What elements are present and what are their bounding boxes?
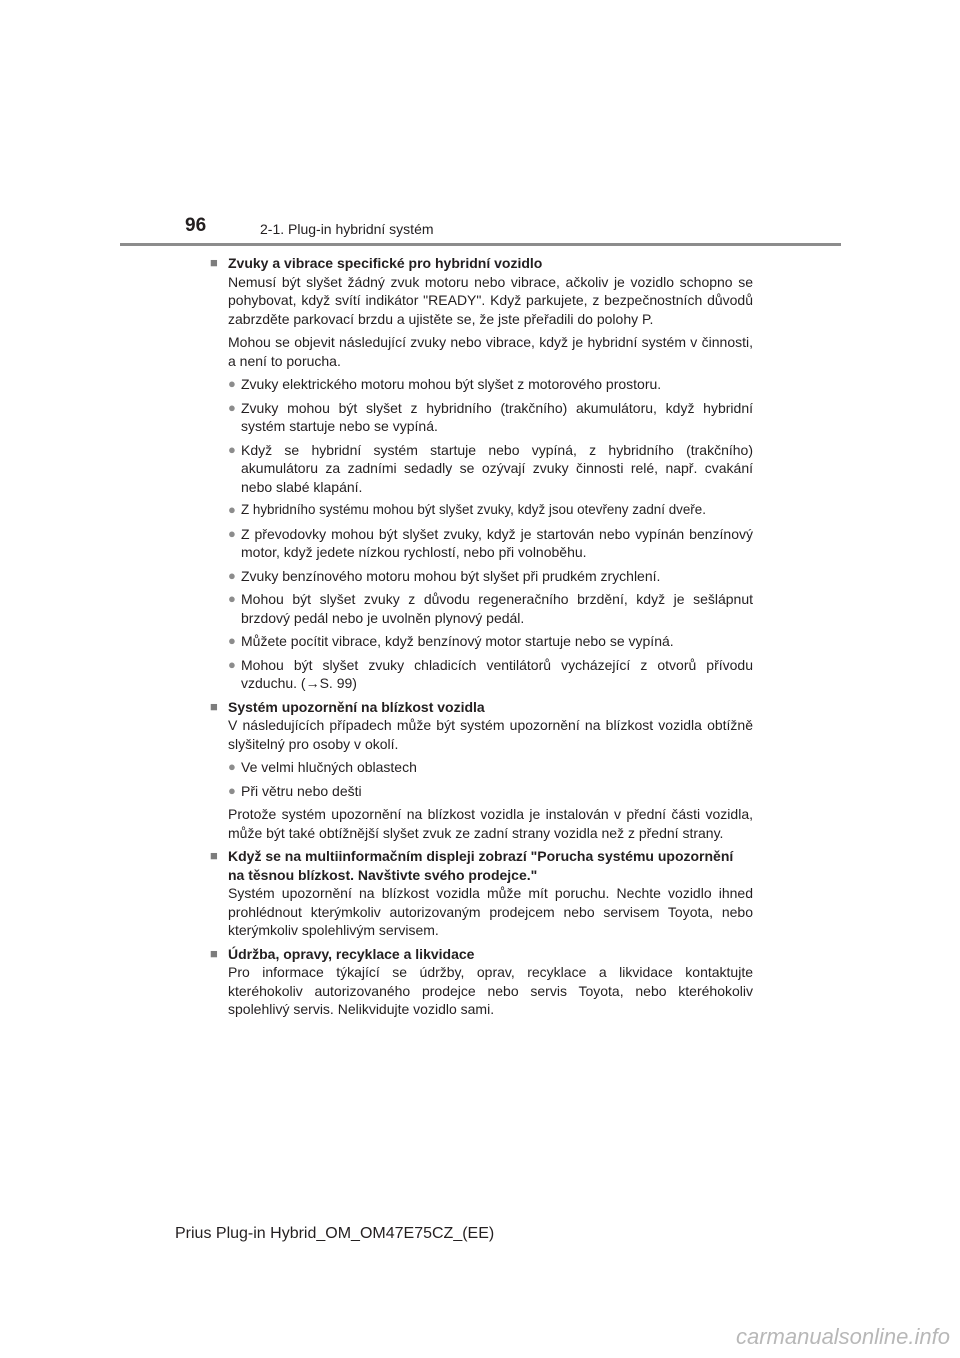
section-hybrid-sounds — [210, 254, 753, 693]
heading-text: Systém upozornění na blízkost vozidla — [228, 698, 485, 715]
bullet-dot-icon: ● — [228, 656, 236, 672]
list-item: ● Zvuky mohou být slyšet z hybridního (trakčního) akumulátoru, když hybridní systém startuje nebo se vypíná. — [228, 399, 753, 434]
list-item: ● Ve velmi hlučných oblastech — [228, 759, 417, 775]
bullet-dot-icon: ● — [228, 399, 236, 415]
section-heading — [210, 945, 753, 964]
section-display-message — [210, 847, 753, 940]
section-heading — [210, 698, 753, 717]
watermark: carmanualsonline.info — [735, 1324, 950, 1349]
list-item: ● Když se hybridní systém startuje nebo vypíná, z hybridního (trakčního) akumulátoru za zadními sedadly se ozývají zvuky činnosti relé, např. cvakání nebo slabé klapání. — [228, 441, 753, 495]
footer-doc-id: Prius Plug-in Hybrid_OM_OM47E75CZ_(EE) — [175, 1225, 495, 1242]
bullet-dot-icon: ● — [228, 759, 236, 774]
list-item: ● Zvuky elektrického motoru mohou být slyšet z motorového prostoru. — [228, 376, 662, 392]
page-number: 96 — [185, 215, 207, 236]
section-proximity-warning — [210, 698, 753, 843]
bullet-list — [228, 758, 753, 800]
bullet-dot-icon: ● — [228, 567, 236, 583]
section-title: 2-1. Plug-in hybridní systém — [260, 221, 434, 237]
bullet-dot-icon: ● — [228, 376, 236, 391]
heading-text: Zvuky a vibrace specifické pro hybridní vozidlo — [228, 255, 543, 271]
list-item: ● Z převodovky mohou být slyšet zvuky, když je startován nebo vypínán benzínový motor, když jedete nízkou rychlostí, nebo při volnoběhu. — [228, 525, 753, 560]
bullet-list — [228, 375, 753, 693]
square-bullet-icon: ■ — [210, 848, 218, 863]
paragraph: Mohou se objevit následující zvuky nebo vibrace, když je hybridní systém v činnosti, a není to porucha. — [228, 334, 753, 369]
paragraph: V následujících případech může být systém upozornění na blízkost vozidla obtížně slyšitelný pro osoby v okolí. — [228, 717, 753, 752]
list-item: ● Při větru nebo dešti — [228, 782, 362, 799]
list-item: ● Mohou být slyšet zvuky z důvodu regeneračního brzdění, když je sešlápnut brzdový pedál nebo je uvolněn plynový pedál. — [228, 591, 753, 626]
bullet-dot-icon: ● — [228, 633, 236, 648]
section-heading — [210, 847, 753, 884]
bullet-dot-icon: ● — [228, 591, 236, 606]
list-item: ● Zvuky benzínového motoru mohou být slyšet při prudkém zrychlení. — [228, 567, 661, 584]
square-bullet-icon: ■ — [210, 945, 218, 961]
list-item: ● Můžete pocítit vibrace, když benzínový motor startuje nebo se vypíná. — [228, 633, 674, 649]
section-maintenance — [210, 945, 753, 1019]
content — [210, 254, 753, 1024]
header-rule — [120, 243, 841, 246]
paragraph: Pro informace týkající se údržby, oprav, recyklace a likvidace kontaktujte kteréhokoliv autorizovaného prodejce nebo servis Toyota, nebo kteréhokoliv spolehlivý servis. Nelikvidujte vozidlo sami. — [228, 964, 753, 1017]
heading-text: Když se na multiinformačním displeji zobrazí "Porucha systému upozornění na těsnou blízkost. Navštivte svého prodejce." — [228, 848, 734, 883]
heading-text: Údržba, opravy, recyklace a likvidace — [228, 945, 475, 962]
paragraph: Systém upozornění na blízkost vozidla může mít poruchu. Nechte vozidlo ihned prohlédnout kterýmkoliv autorizovaným prodejcem nebo servisem Toyota, nebo kterýmkoliv spolehlivým servisem. — [228, 885, 753, 938]
paragraph: Protože systém upozornění na blízkost vozidla je instalován v přední části vozidla, může být také obtížnější slyšet zvuk ze zadní strany vozidla než z přední strany. — [228, 806, 753, 841]
section-heading — [210, 254, 753, 273]
bullet-dot-icon: ● — [228, 525, 236, 541]
list-item: ● Mohou být slyšet zvuky chladicích ventilátorů vycházející z otvorů přívodu vzduchu. (→S. 99) — [228, 656, 753, 691]
square-bullet-icon: ■ — [210, 698, 218, 714]
square-bullet-icon: ■ — [210, 255, 218, 270]
bullet-dot-icon: ● — [228, 441, 236, 457]
bullet-dot-icon: ● — [228, 782, 236, 798]
paragraph: Nemusí být slyšet žádný zvuk motoru nebo vibrace, ačkoliv je vozidlo schopno se pohybovat, když svítí indikátor "READY". Když parkujete, z bezpečnostních důvodů zabrzděte parkovací brzdu a ujistěte se, že jste přeřadili do polohy P. — [228, 273, 753, 327]
bullet-dot-icon: ● — [228, 502, 236, 517]
list-item: ● Z hybridního systému mohou být slyšet zvuky, když jsou otevřeny zadní dveře. — [228, 501, 753, 520]
